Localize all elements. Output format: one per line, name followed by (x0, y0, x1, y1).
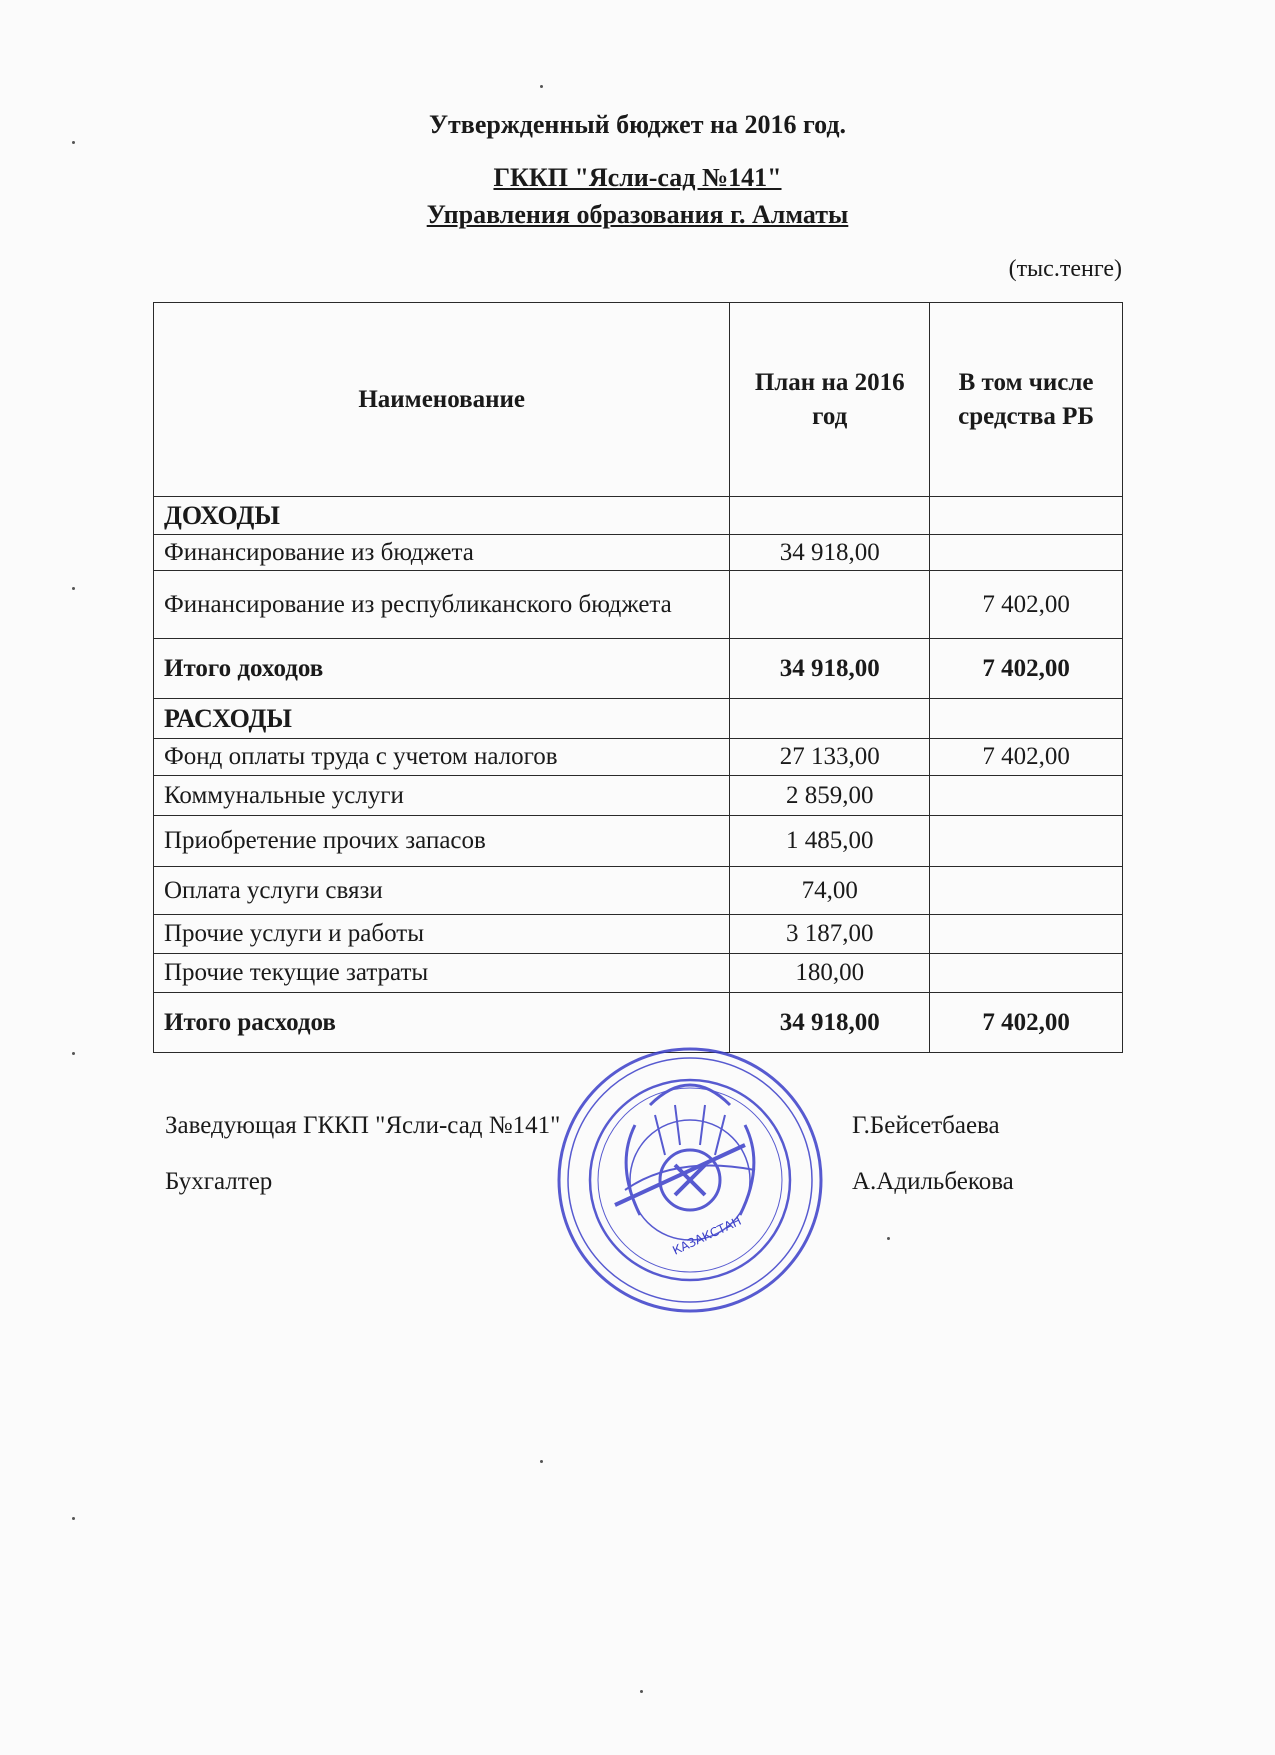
table-row (154, 954, 1123, 993)
accountant-name: А.Адильбекова (852, 1168, 1014, 1195)
organization-department: Управления образования г. Алматы (426, 200, 849, 229)
row-name: Финансирование из республиканского бюджета (154, 571, 730, 639)
row-plan: 3 187,00 (730, 915, 930, 954)
row-rb (930, 497, 1123, 535)
organization-name: ГККП "Ясли-сад №141" (493, 163, 782, 192)
row-plan (730, 699, 930, 739)
row-rb (930, 535, 1123, 571)
row-plan: 1 485,00 (730, 816, 930, 867)
row-rb: 7 402,00 (930, 639, 1123, 699)
official-stamp-icon (555, 1045, 825, 1315)
row-name: Фонд оплаты труда с учетом налогов (154, 739, 730, 776)
table-row-expense-total (154, 993, 1123, 1053)
row-rb: 7 402,00 (930, 571, 1123, 639)
table-row (154, 915, 1123, 954)
row-name: ДОХОДЫ (154, 497, 730, 535)
row-plan (730, 497, 930, 535)
budget-table (153, 302, 1123, 1053)
row-rb (930, 699, 1123, 739)
row-name: РАСХОДЫ (154, 699, 730, 739)
head-name: Г.Бейсетбаева (852, 1112, 1000, 1139)
table-row (154, 535, 1123, 571)
table-row-income-total (154, 639, 1123, 699)
table-row-expense-section (154, 699, 1123, 739)
row-plan: 27 133,00 (730, 739, 930, 776)
scan-speck (72, 1052, 75, 1055)
table-row (154, 867, 1123, 915)
row-rb: 7 402,00 (930, 739, 1123, 776)
row-plan: 34 918,00 (730, 535, 930, 571)
scan-speck (540, 85, 543, 88)
row-rb (930, 954, 1123, 993)
row-plan (730, 571, 930, 639)
scan-speck (72, 1517, 75, 1520)
scan-speck (72, 587, 75, 590)
row-name: Коммунальные услуги (154, 776, 730, 816)
table-row (154, 571, 1123, 639)
document-title: Утвержденный бюджет на 2016 год. (428, 110, 847, 139)
accountant-title: Бухгалтер (165, 1168, 273, 1195)
row-plan: 34 918,00 (730, 993, 930, 1053)
row-plan: 34 918,00 (730, 639, 930, 699)
row-name: Прочие текущие затраты (154, 954, 730, 993)
row-rb (930, 816, 1123, 867)
table-row (154, 816, 1123, 867)
table-row-income-section (154, 497, 1123, 535)
row-rb (930, 915, 1123, 954)
row-name: Итого расходов (154, 993, 730, 1053)
row-rb (930, 867, 1123, 915)
header-rb: В том числе средства РБ (930, 303, 1123, 497)
row-plan: 74,00 (730, 867, 930, 915)
row-plan: 2 859,00 (730, 776, 930, 816)
row-name: Финансирование из бюджета (154, 535, 730, 571)
row-name: Оплата услуги связи (154, 867, 730, 915)
header-name: Наименование (154, 303, 730, 497)
row-name: Итого доходов (154, 639, 730, 699)
head-title: Заведующая ГККП "Ясли-сад №141" (165, 1112, 561, 1139)
row-name: Приобретение прочих запасов (154, 816, 730, 867)
header-plan: План на 2016 год (730, 303, 930, 497)
scan-speck (640, 1690, 643, 1693)
units-label: (тыс.тенге) (1008, 256, 1122, 282)
svg-text:КАЗАКСТАН: КАЗАКСТАН (670, 1213, 744, 1258)
table-header-row (154, 303, 1123, 497)
scan-speck (72, 141, 75, 144)
table-row (154, 776, 1123, 816)
scan-speck (540, 1460, 543, 1463)
row-rb (930, 776, 1123, 816)
scan-speck (887, 1237, 890, 1240)
row-name: Прочие услуги и работы (154, 915, 730, 954)
row-plan: 180,00 (730, 954, 930, 993)
row-rb: 7 402,00 (930, 993, 1123, 1053)
table-row (154, 739, 1123, 776)
